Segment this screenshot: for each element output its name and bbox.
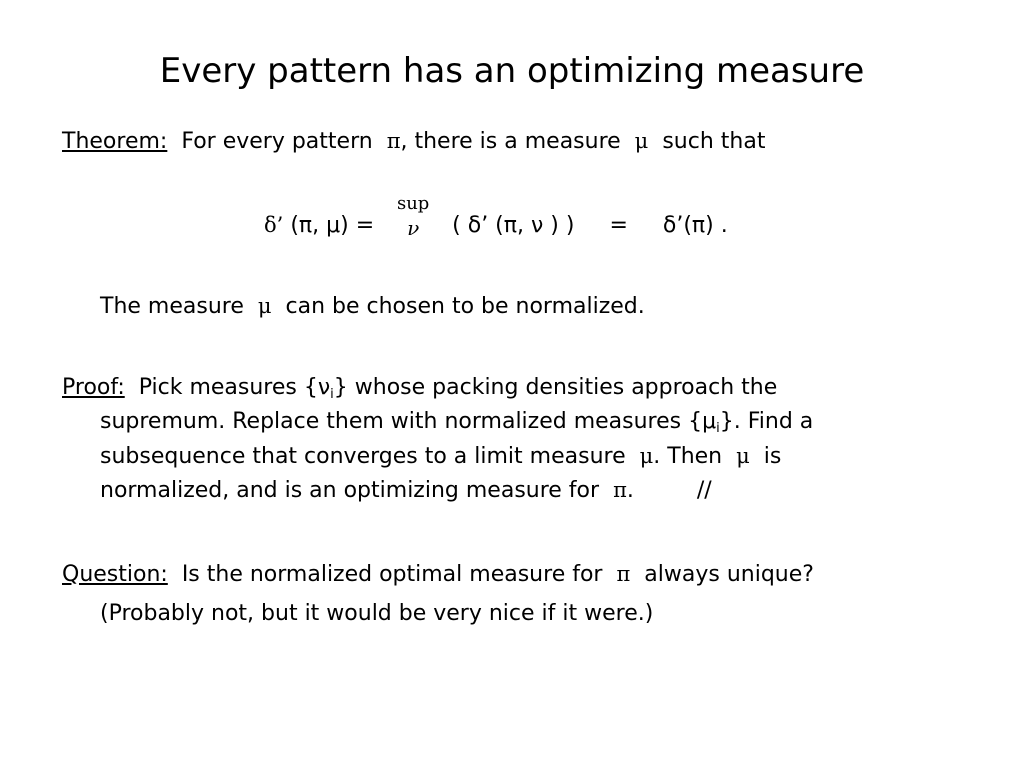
theorem-pi: π [386, 129, 401, 153]
proof-line-3 [100, 439, 781, 474]
proof-qed: // [696, 478, 712, 503]
proof-line3-b: . Then [653, 444, 723, 469]
theorem-equation [264, 193, 728, 243]
question-label: Question: [62, 562, 168, 587]
proof-line4-pi: π [613, 478, 627, 502]
proof-line1-a: Pick measures {ν [138, 375, 331, 400]
proof-line2-a: supremum. Replace them with normalized measures {μ [100, 409, 717, 434]
proof-line2-b: }. Find a [719, 409, 814, 434]
normalized-note [100, 289, 645, 324]
equation-sup-var: ν [407, 216, 420, 240]
normalized-mu: μ [257, 294, 272, 318]
proof-label: Proof: [62, 375, 125, 400]
question-text-a: Is the normalized optimal measure for [181, 562, 603, 587]
proof-line1-b: } whose packing densities approach the [333, 375, 778, 400]
proof-line3-mu1: μ [639, 444, 654, 468]
question-pi: π [616, 562, 631, 586]
theorem-text-c: such that [662, 129, 766, 154]
theorem-text-a: For every pattern [181, 129, 373, 154]
proof-line3-a: subsequence that converges to a limit measure [100, 444, 626, 469]
proof-line4-b: . [626, 478, 634, 503]
equation-rhs-result: δ’(π) . [662, 213, 728, 238]
normalized-text-a: The measure [100, 294, 244, 319]
proof-line1-sub: i [330, 387, 334, 402]
equation-lhs-delta: δ’ [264, 213, 284, 237]
equation-lhs-args: (π, μ) = [290, 213, 375, 238]
equation-equals: = [609, 213, 628, 238]
proof-line4-a: normalized, and is an optimizing measure for [100, 478, 600, 503]
slide-title: Every pattern has an optimizing measure [159, 51, 865, 91]
equation-supremum [391, 193, 435, 242]
theorem-mu: μ [634, 129, 649, 153]
theorem-label: Theorem: [62, 129, 168, 154]
proof-line3-mu2: μ [736, 444, 750, 468]
question-text-b: always unique? [644, 562, 814, 587]
question-line [62, 557, 814, 592]
proof-line2-sub: i [716, 421, 720, 436]
equation-sup-word: sup [396, 193, 430, 214]
question-note: (Probably not, but it would be very nice if it were.) [100, 601, 654, 626]
theorem-text-b: , there is a measure [400, 129, 621, 154]
proof-line3-c: is [763, 444, 782, 469]
normalized-text-b: can be chosen to be normalized. [285, 294, 645, 319]
theorem-line [62, 124, 765, 159]
proof-line-4 [100, 473, 712, 508]
equation-rhs-open: ( δ’ (π, ν ) ) [452, 213, 575, 238]
